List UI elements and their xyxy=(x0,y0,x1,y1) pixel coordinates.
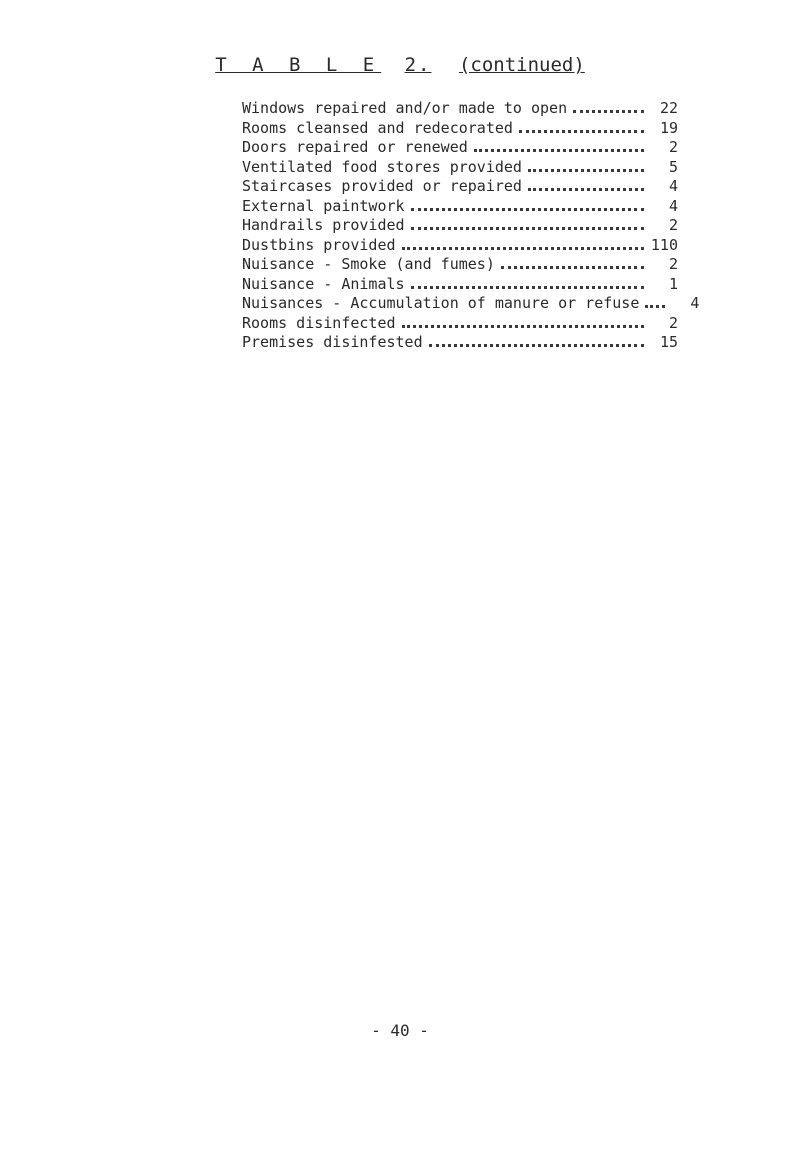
list-item xyxy=(242,333,678,353)
entry-count: 2 xyxy=(668,138,678,156)
entry-count: 4 xyxy=(690,294,700,312)
list-item xyxy=(242,216,678,236)
list-item xyxy=(242,197,678,217)
dot-leader xyxy=(528,188,644,191)
entry-label: Rooms cleansed and redecorated xyxy=(242,118,513,137)
list-item xyxy=(242,99,678,119)
entry-label: Windows repaired and/or made to open xyxy=(242,99,568,117)
entry-label: Nuisances - Accumulation of manure or refuse xyxy=(242,294,640,312)
entry-count: 5 xyxy=(668,157,678,176)
list-item xyxy=(242,119,678,139)
list-item xyxy=(242,236,678,256)
entry-count: 2 xyxy=(668,313,678,332)
list-item xyxy=(242,158,678,178)
dot-leader xyxy=(411,208,644,211)
entry-label: Premises disinfested xyxy=(242,333,423,351)
dot-leader xyxy=(573,110,644,113)
entry-label: Handrails provided xyxy=(242,216,405,234)
dot-leader xyxy=(474,149,644,152)
dot-leader xyxy=(411,227,644,230)
list-item xyxy=(242,255,678,275)
entry-count: 4 xyxy=(668,196,678,215)
entry-count: 4 xyxy=(668,177,678,195)
list-item xyxy=(242,275,678,295)
entry-count: 1 xyxy=(668,274,678,293)
entry-count: 2 xyxy=(668,255,678,273)
table-heading xyxy=(0,54,800,76)
entry-label: Nuisance - Animals xyxy=(242,274,405,293)
entry-label: Ventilated food stores provided xyxy=(242,157,522,176)
dot-leader xyxy=(528,169,644,172)
page-number: - 40 - xyxy=(371,1021,429,1040)
list-item xyxy=(242,294,700,314)
entry-label: Staircases provided or repaired xyxy=(242,177,522,195)
entry-label: Doors repaired or renewed xyxy=(242,138,468,156)
entry-label: Dustbins provided xyxy=(242,235,396,254)
entry-count: 110 xyxy=(650,235,678,254)
entry-count: 15 xyxy=(659,333,678,351)
entries-list xyxy=(242,99,700,353)
dot-leader xyxy=(402,247,644,250)
entry-count: 2 xyxy=(668,216,678,234)
entry-count: 22 xyxy=(659,99,678,117)
list-item xyxy=(242,314,678,334)
dot-leader xyxy=(501,266,644,269)
continued-note: (continued) xyxy=(458,54,585,76)
list-item xyxy=(242,138,678,158)
list-item xyxy=(242,177,678,197)
entry-label: External paintwork xyxy=(242,196,405,215)
entry-label: Nuisance - Smoke (and fumes) xyxy=(242,255,495,273)
dot-leader xyxy=(411,286,644,289)
dot-leader xyxy=(645,305,665,308)
entry-label: Rooms disinfected xyxy=(242,313,396,332)
dot-leader xyxy=(402,325,644,328)
table-number: 2. xyxy=(404,54,432,76)
entry-count: 19 xyxy=(659,118,678,137)
table-title: T A B L E xyxy=(215,54,382,76)
dot-leader xyxy=(429,344,644,347)
dot-leader xyxy=(519,130,644,133)
